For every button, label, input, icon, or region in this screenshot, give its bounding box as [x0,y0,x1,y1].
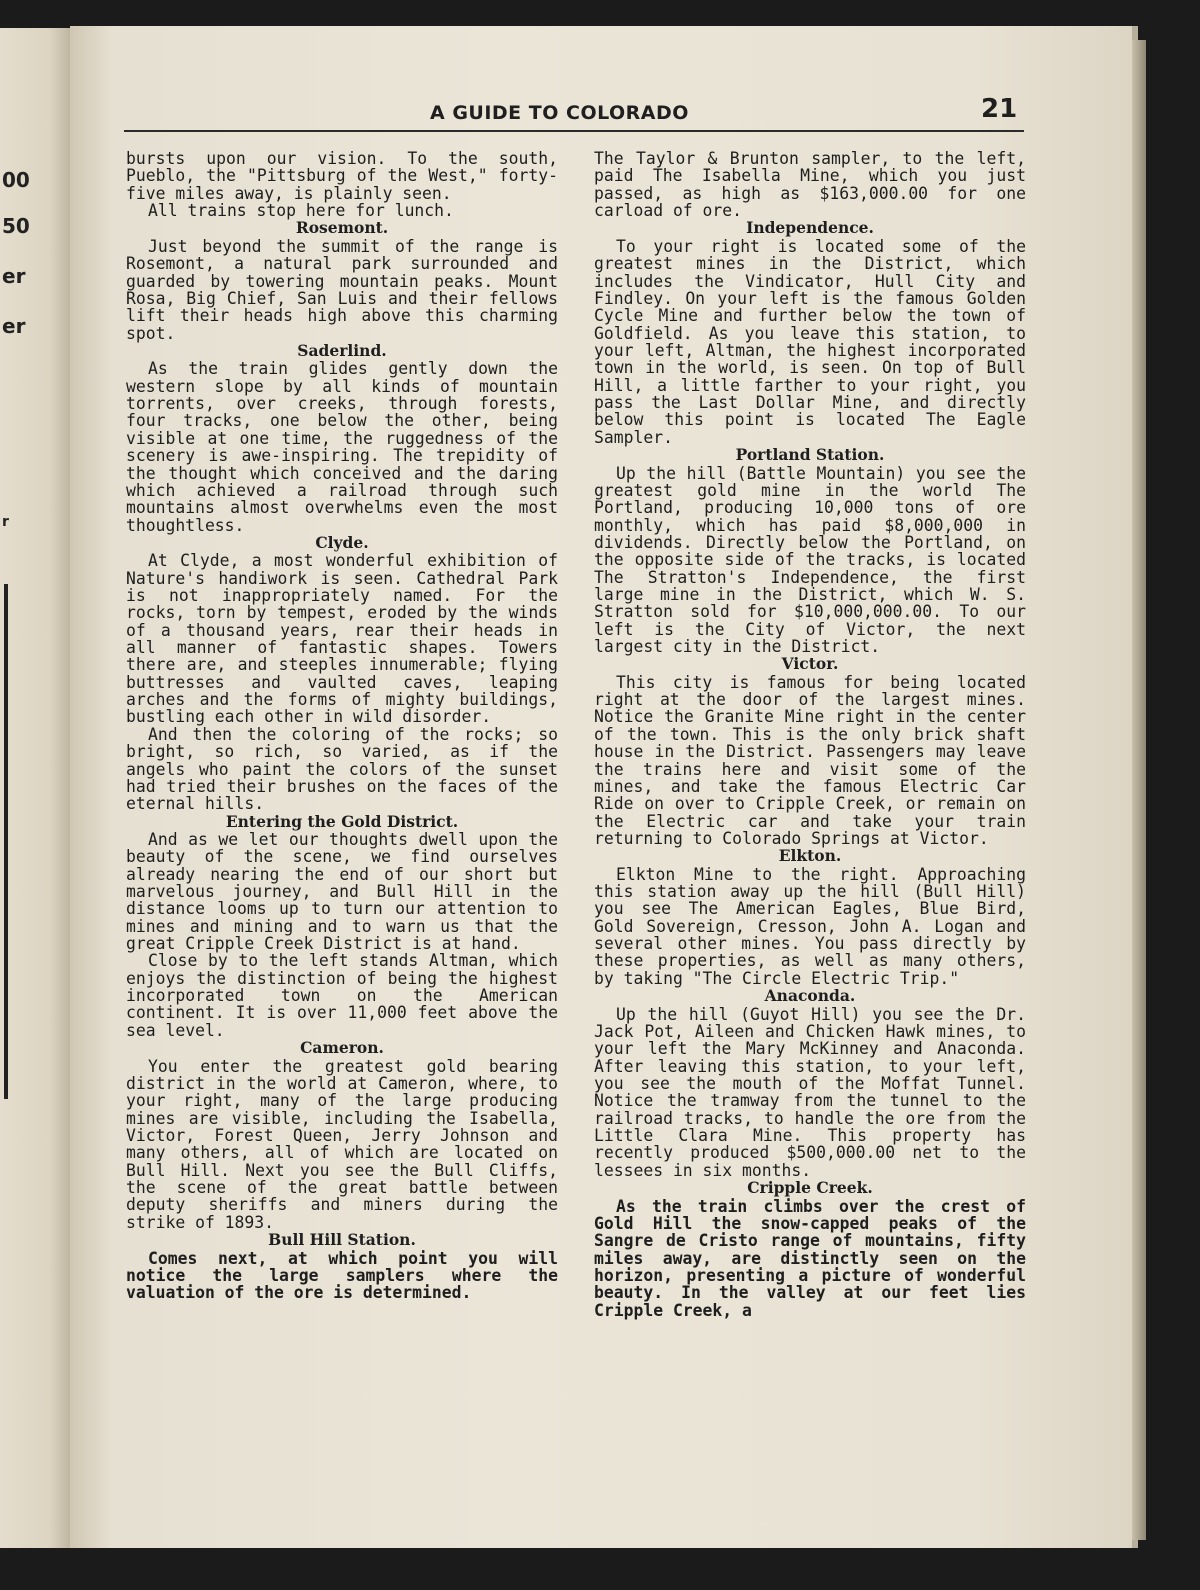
paragraph: Up the hill (Guyot Hill) you see the Dr. Jack Pot, Aileen and Chicken Hawk mines, to your left the Mary McKinney and Anaconda. After leaving this station, to your left, you see the mouth of the Moffat Tunnel. Notice the tramway from the tunnel to the railroad tracks, to handle the ore from the Little Clara Mine. This property has recently produced $500,000.00 net to the lessees in six months. [594,1004,1026,1180]
section-heading: Clyde. [315,532,369,552]
left-page-fragment: er [2,264,26,288]
header-title: A GUIDE TO COLORADO [430,102,689,124]
header-rule [124,130,1024,132]
paragraph: Comes next, at which point you will notice the large samplers where the valuation of the ore is determined. [126,1248,558,1303]
paragraph: You enter the greatest gold bearing district in the world at Cameron, where, to your right, many of the large producing mines are visible, including the Isabella, Victor, Forest Queen, Jerry Johnson and many others, all of which are located on Bull Hill. Next you see the Bull Cliffs, the scene of the great battle between deputy sheriffs and miners during the strike of 1893. [126,1056,558,1232]
section-heading: Saderlind. [297,340,387,360]
section-heading: Independence. [746,218,874,238]
page-number: 21 [981,94,1018,124]
paragraph: Close by to the left stands Altman, which enjoys the distinction of being the highest incorporated town on the American continent. It is over 11,000 feet above the sea level. [126,951,558,1040]
section-heading: Portland Station. [735,445,885,464]
running-header [124,96,1024,130]
left-page-fragment: r [2,514,9,530]
paragraph: This city is famous for being located right at the door of the largest mines. Notice the Granite Mine right in the center of the town. This is the only brick shaft house in the District. Passengers may leave the trains here and visit some of the mines, and take the famous Electric Car Ride on over to Cripple Creek, or remain on the Electric car and take your train returning to Colorado Springs at Victor. [594,672,1026,848]
paragraph: bursts upon our vision. To the south, Pueblo, the "Pittsburg of the West," forty-five miles away, is plainly seen. [126,149,558,203]
section-heading: Cameron. [300,1038,384,1058]
section-heading: Anaconda. [764,986,856,1006]
paragraph: At Clyde, a most wonderful exhibition of Nature's handiwork is seen. Cathedral Park is not inappropriately named. For the rocks, torn by tempest, eroded by the winds of a thousand years, rear their heads in all manner of fantastic shapes. Towers there are, and steeples innumerable; flying buttresses and vaulted caves, leaping arches and the forms of mighty buildings, bustling each other in wild disorder. [126,551,558,727]
left-page-fragment: 00 [2,168,30,192]
section-heading: Bull Hill Station. [268,1230,416,1250]
section-heading: Elkton. [778,846,842,866]
paragraph: All trains stop here for lunch. [148,201,454,221]
paragraph: The Taylor & Brunton sampler, to the left, paid The Isabella Mine, which you just passed, as high as $163,000.00 for one carload of ore. [594,149,1026,221]
left-page-fragment: er [2,314,26,338]
left-page-rule [4,584,8,1099]
paragraph: To your right is located some of the greatest mines in the District, which includes the Vindicator, Hull City and Findley. On your left is the famous Golden Cycle Mine and further below the town of Goldfield. As you leave this station, to your left, Altman, the highest incorporated town in the world, is seen. On top of Bull Hill, a little farther to your right, you pass the Last Dollar Mine, and directly below this point is located The Eagle Sampler. [594,236,1026,447]
section-heading: Entering the Gold District. [225,811,459,831]
paragraph: Up the hill (Battle Mountain) you see the greatest gold mine in the world The Portland, producing 10,000 tons of ore monthly, which has paid $8,000,000 in dividends. Directly below the Portland, on the opposite side of the tracks, is located The Stratton's Independence, the first large mine in the District, which W. S. Stratton sold for $10,000,000.00. To our left is the City of Victor, the next largest city in the District. [594,463,1026,656]
paragraph: And then the coloring of the rocks; so bright, so rich, so varied, as if the angels who paint the colors of the sunset had tried their brushes on the faces of the eternal hills. [126,724,558,814]
paragraph: Elkton Mine to the right. Approaching this station away up the hill (Bull Hill) you see The American Eagles, Blue Bird, Gold Sovereign, Cresson, John A. Logan and several other mines. You pass directly by these properties, as well as many others, by taking "The Circle Electric Trip." [594,864,1026,988]
section-heading: Victor. [781,654,839,674]
paragraph: And as we let our thoughts dwell upon the beauty of the scene, we find ourselves already nearing the end of our short but marvelous journey, and Bull Hill in the distance looms up to turn our attention to mines and mining and to warn us that the great Cripple Creek District is at hand. [126,830,558,954]
section-heading: Cripple Creek. [747,1178,873,1198]
left-text-column [126,150,558,1302]
left-page-fragment: 50 [2,214,30,238]
page-edge-shadow [1132,40,1146,1540]
paragraph: As the train glides gently down the western slope by all kinds of mountain torrents, over creeks, through forests, four tracks, one below the other, being visible at one time, the ruggedness of the scenery is awe-inspiring. The trepidity of the thought which conceived and the daring which achieved a railroad through such mountains almost overwhelms even the most thoughtless. [126,359,558,535]
adjacent-page-edge [0,28,70,1548]
paragraph: As the train climbs over the crest of Gold Hill the snow-capped peaks of the Sangre de Cristo range of mountains, fifty miles away, are distinctly seen on the horizon, presenting a picture of wonderful beauty. In the valley at our feet lies Cripple Creek, a [594,1196,1026,1320]
paragraph: Just beyond the summit of the range is Rosemont, a natural park surrounded and guarded by towering mountain peaks. Mount Rosa, Big Chief, San Luis and their fellows lift their heads high above this charming spot. [126,236,558,343]
right-text-column [594,150,1026,1319]
section-heading: Rosemont. [295,218,389,238]
